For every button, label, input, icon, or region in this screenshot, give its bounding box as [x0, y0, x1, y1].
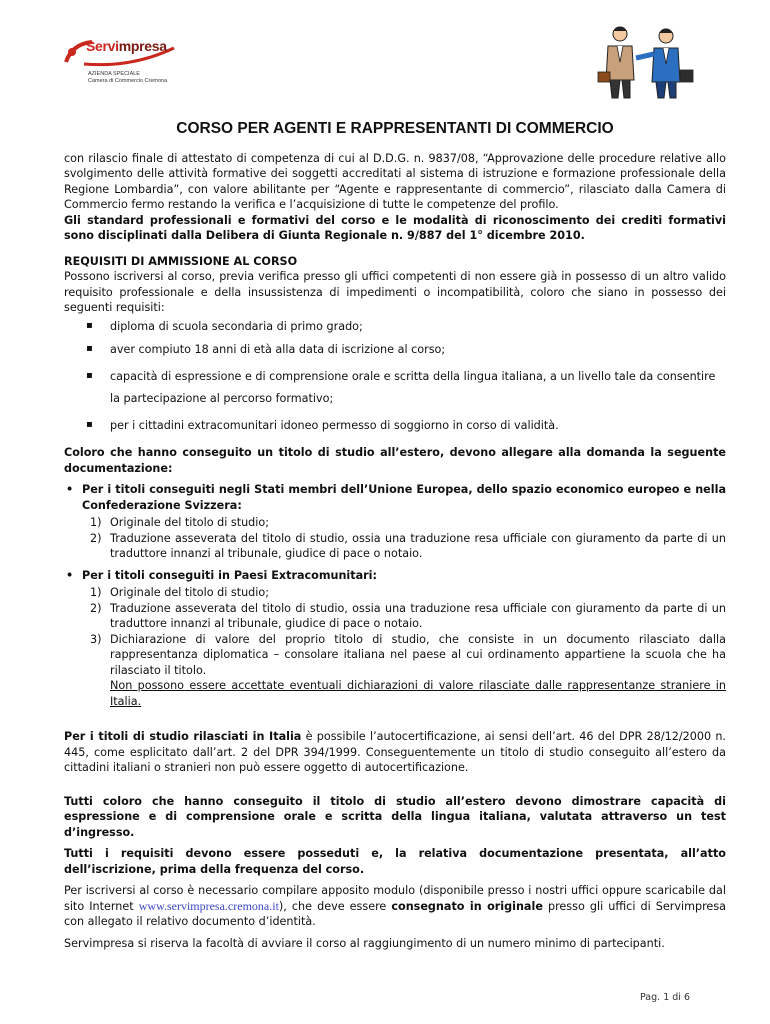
list-item-note: Non possono essere accettate eventuali dichiarazioni di valore rilasciate dalle rappresentanze straniere in Italia.: [110, 679, 726, 708]
estero-heading: Coloro che hanno conseguito un titolo di studio all’estero, devono allegare alla domanda la seguente documentazione:: [64, 446, 726, 475]
extra-heading: • Per i titoli conseguiti in Paesi Extracomunitari:: [64, 568, 726, 584]
website-link[interactable]: www.servimpresa.cremona.it: [138, 898, 279, 913]
requisiti-list: [64, 319, 726, 434]
list-item: ▪ aver compiuto 18 anni di età alla data di iscrizione al corso;: [64, 342, 726, 358]
test-paragraph: Tutti coloro che hanno conseguito il titolo di studio all’estero devono dimostrare capacità di espressione e di comprensione orale e scritta della lingua italiana, valutata attraverso un test d’ingresso.: [64, 794, 726, 839]
intro-paragraph: con rilascio finale di attestato di competenza di cui al D.D.G. n. 9837/08, “Approvazione delle procedure relative allo svolgimento delle attività formative dei soggetti accreditati al sistema di istruzione e formazione professionale della Regione Lombardia”, con valore abilitante per “Agente e rappresentante di commercio”, rilasciato dalla Camera di Commercio fermo restando la verifica e l’acquisizione di tutte le competenze del profilo.: [64, 151, 726, 211]
ue-list: [64, 515, 726, 562]
list-item: 2) Traduzione asseverata del titolo di studio, ossia una traduzione resa ufficiale con giuramento da parte di un traduttore innanzi al tribunale, giudice di pace o notaio.: [90, 531, 726, 560]
page-number: Pag. 1 di 6: [640, 992, 690, 1003]
list-item: ▪ diploma di scuola secondaria di primo grado;: [64, 319, 726, 335]
ue-heading: • Per i titoli conseguiti negli Stati membri dell’Unione Europea, dello spazio economico europeo e nella Confederazione Svizzera:: [64, 482, 726, 513]
extra-list: [64, 585, 726, 709]
list-item: 3) Dichiarazione di valore del proprio titolo di studio, che consiste in un documento rilasciato dalla rappresentanza diplomatica – consolare italiana nel paese al cui ordinamento appartiene la scuola che ha rilasciato il titolo.: [90, 632, 726, 677]
list-item: ▪ capacità di espressione e di comprensione orale e scritta della lingua italiana, a un livello tale da consentire la partecipazione al percorso formativo;: [64, 366, 726, 410]
list-item: ▪ per i cittadini extracomunitari idoneo permesso di soggiorno in corso di validità.: [64, 418, 726, 434]
list-item: 1) Originale del titolo di studio;: [90, 586, 269, 599]
list-item: 1) Originale del titolo di studio;: [90, 516, 269, 529]
riserva-paragraph: Servimpresa si riserva la facoltà di avviare il corso al raggiungimento di un numero minimo di partecipanti.: [64, 936, 665, 950]
document-body: [64, 118, 726, 951]
requisiti-heading: REQUISITI DI AMMISSIONE AL CORSO: [64, 254, 298, 268]
list-item: 2) Traduzione asseverata del titolo di studio, ossia una traduzione resa ufficiale con giuramento da parte di un traduttore innanzi al tribunale, giudice di pace o notaio.: [90, 601, 726, 630]
italia-paragraph: Per i titoli di studio rilasciati in Italia è possibile l’autocertificazione, ai sensi dell’art. 46 del DPR 28/12/2000 n. 445, come esplicitato dall’art. 2 del DPR 394/1999. Conseguentemente un titolo di studio conseguito all’estero da cittadini italiani o stranieri non può essere oggetto di autocertificazione.: [64, 730, 726, 774]
business-people-illustration-icon: [590, 22, 700, 102]
intro-bold-paragraph: Gli standard professionali e formativi del corso e le modalità di riconoscimento dei crediti formativi sono disciplinati dalla Delibera di Giunta Regionale n. 9/887 del 1° dicembre 2010.: [64, 213, 726, 242]
servimpresa-logo: [62, 34, 180, 92]
logo-brand: Servimpresa: [86, 38, 167, 54]
page-title: CORSO PER AGENTI E RAPPRESENTANTI DI COMMERCIO: [176, 120, 614, 137]
logo-subtitle: AZIENDA SPECIALE Camera di Commercio Cremona: [88, 71, 168, 84]
iscrizione-paragraph: Per iscriversi al corso è necessario compilare apposito modulo (disponibile presso i nostri uffici oppure scaricabile dal sito Internet www.servimpresa.cremona.it), che deve essere consegnato in originale presso gli uffici di Servimpresa con allegato il relativo documento d’identità.: [64, 884, 727, 928]
requisiti-possesso-paragraph: Tutti i requisiti devono essere posseduti e, la relativa documentazione presentata, all’atto dell’iscrizione, prima della frequenza del corso.: [64, 847, 726, 876]
requisiti-text: Possono iscriversi al corso, previa verifica presso gli uffici competenti di non essere già in possesso di un altro valido requisito professionale e della insussistenza di impedimenti o incompatibilità, coloro che siano in possesso dei seguenti requisiti:: [64, 270, 726, 314]
